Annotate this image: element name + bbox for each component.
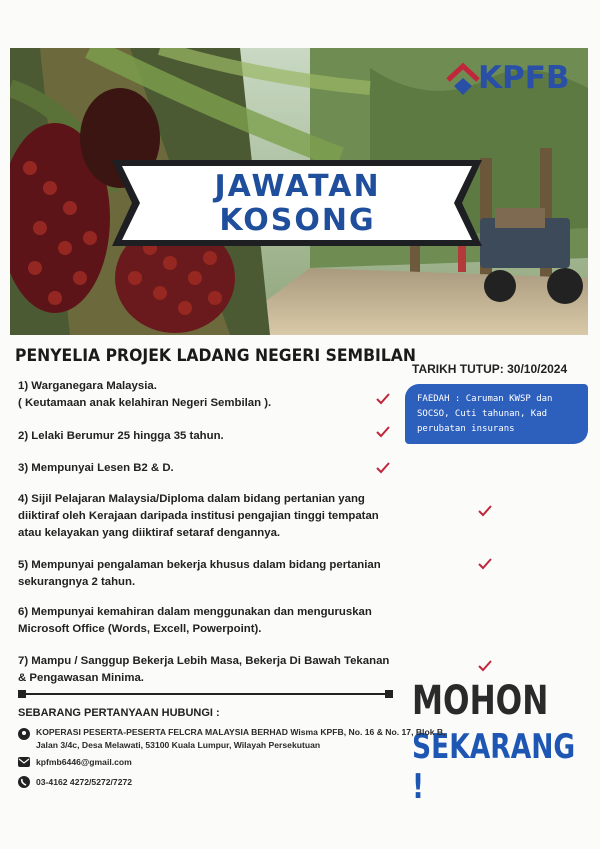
cta-line-2: SEKARANG ! <box>412 727 576 807</box>
requirement-item: 7) Mampu / Sanggup Bekerja Lebih Masa, Bekerja Di Bawah Tekanan & Pengawasan Minima. <box>18 655 390 684</box>
banner-line-2: KOSONG <box>219 203 376 238</box>
email-icon <box>18 756 30 768</box>
logo-mark-icon <box>446 62 480 102</box>
contact-phone[interactable]: 03-4162 4272/5272/7272 <box>36 777 133 787</box>
banner-line-1: JAWATAN <box>214 169 381 204</box>
divider <box>18 688 393 700</box>
check-icon <box>478 660 492 672</box>
phone-icon <box>18 776 30 788</box>
cta-line-1: MOHON <box>412 678 549 724</box>
requirement-item: 1) Warganegara Malaysia. ( Keutamaan anak kelahiran Negeri Sembilan ). <box>18 380 272 409</box>
requirement-item: 6) Mempunyai kemahiran dalam menggunakan dan menguruskan Microsoft Office (Words, Excell, Powerpoint). <box>18 606 372 635</box>
requirement-item: 4) Sijil Pelajaran Malaysia/Diploma dalam bidang pertanian yang diiktiraf oleh Kerajaan daripada institusi pengajian tinggi tempatan atau kelayakan yang diiktiraf setaraf dengannya. <box>18 493 379 539</box>
check-icon <box>478 505 492 517</box>
benefits-box: FAEDAH : Caruman KWSP dan SOCSO, Cuti tahunan, Kad perubatan insurans <box>405 384 588 444</box>
requirement-item: 3) Mempunyai Lesen B2 & D. <box>18 462 174 474</box>
check-icon <box>376 462 390 474</box>
contact-address <box>36 726 445 752</box>
requirement-item: 2) Lelaki Berumur 25 hingga 35 tahun. <box>18 430 224 442</box>
contact-email[interactable]: kpfmb6446@gmail.com <box>36 757 132 767</box>
address-line-2: Jalan 3/4c, Desa Melawati, 53100 Kuala Lumpur, Wilayah Persekutuan <box>36 740 321 750</box>
contact-heading: SEBARANG PERTANYAAN HUBUNGI : <box>18 707 220 719</box>
address-line-1: KOPERASI PESERTA-PESERTA FELCRA MALAYSIA BERHAD Wisma KPFB, No. 16 & No. 17, Blok B, <box>36 727 446 737</box>
check-icon <box>376 426 390 438</box>
closing-date: TARIKH TUTUP: 30/10/2024 <box>412 362 568 376</box>
check-icon <box>376 393 390 405</box>
job-title: PENYELIA PROJEK LADANG NEGERI SEMBILAN <box>15 346 416 366</box>
brand-logo-text: KPFB <box>478 60 570 96</box>
requirement-item: 5) Mempunyai pengalaman bekerja khusus dalam bidang pertanian sekurangnya 2 tahun. <box>18 559 381 588</box>
location-icon <box>18 728 30 740</box>
check-icon <box>478 558 492 570</box>
banner-title <box>150 170 445 238</box>
